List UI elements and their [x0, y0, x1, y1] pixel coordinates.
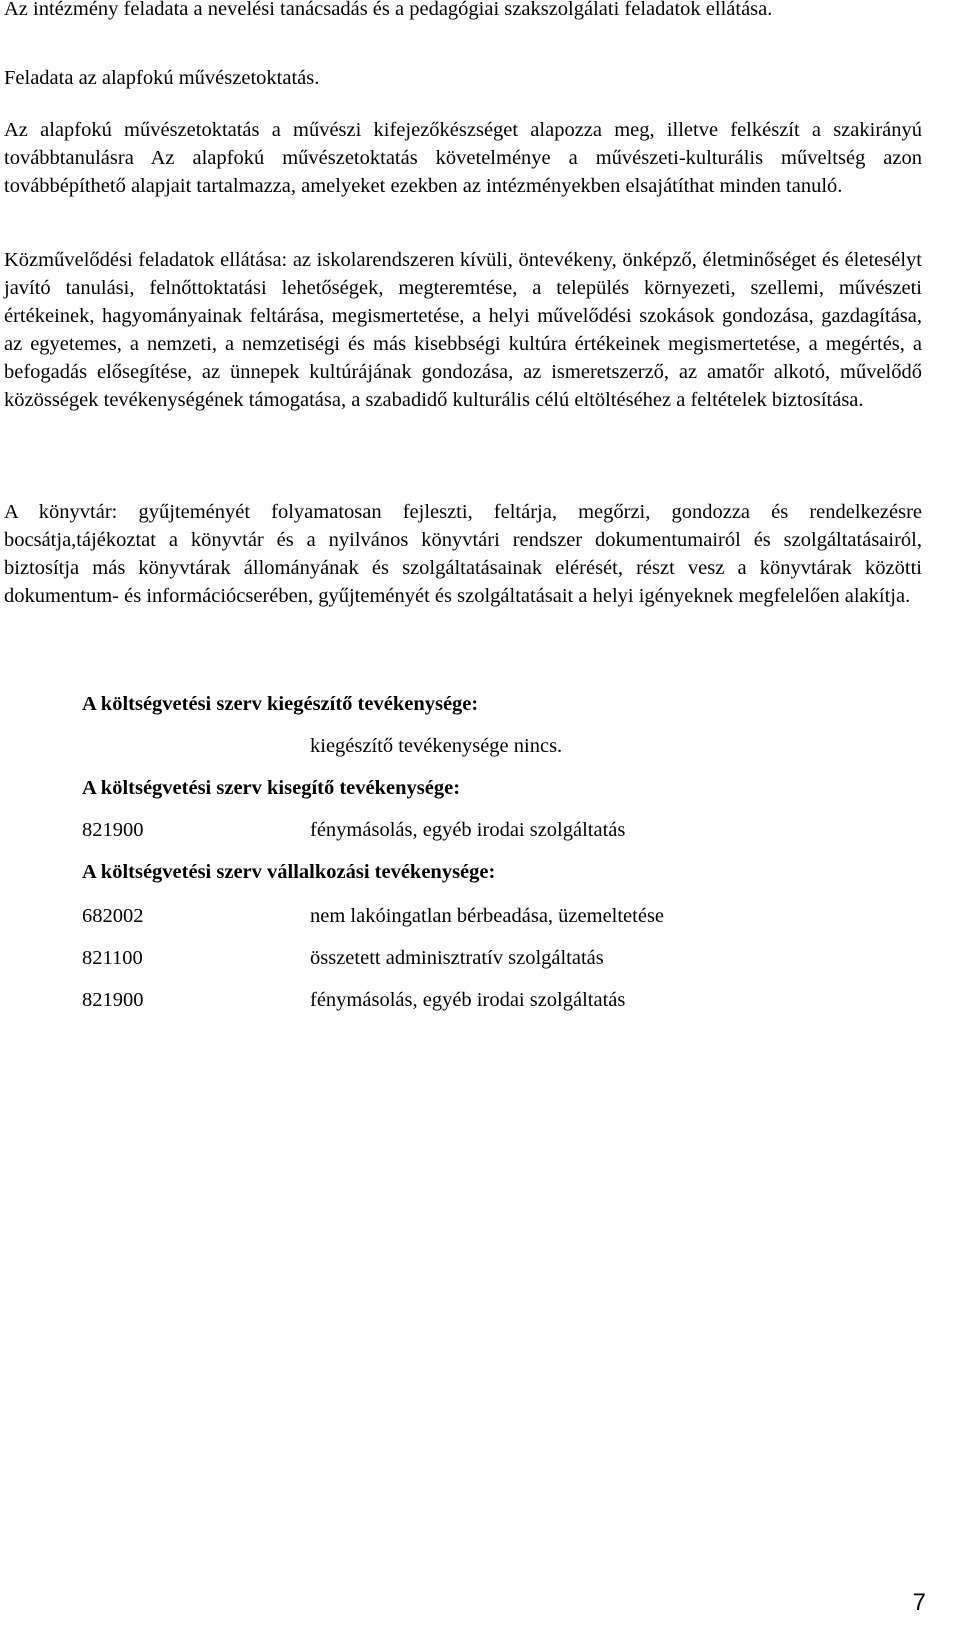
supplementary-activity-text: kiegészítő tevékenysége nincs. — [310, 735, 563, 757]
activity-code: 821100 — [82, 947, 143, 969]
activity-description: fénymásolás, egyéb irodai szolgáltatás — [310, 989, 626, 1011]
activity-code: 682002 — [82, 905, 144, 927]
activity-description: összetett adminisztratív szolgáltatás — [310, 947, 604, 969]
paragraph-institution-task: Az intézmény feladata a nevelési tanácsadás és a pedagógiai szakszolgálati feladatok ellátása. — [4, 0, 773, 20]
activity-description: fénymásolás, egyéb irodai szolgáltatás — [310, 819, 626, 841]
business-activity-row — [82, 902, 842, 930]
paragraph-art-education-description: Az alapfokú művészetoktatás a művészi kifejezőkészséget alapozza meg, illetve felkészít a szakirányú továbbtanulásra Az alapfokú művészetoktatás követelménye a művészeti-kulturális műveltség azon továbbépíthető alapjait tartalmazza, amelyeket ezekben az intézményekben elsajátíthat minden tanuló. — [4, 119, 922, 197]
auxiliary-activity-heading: A költségvetési szerv kisegítő tevékenysége: — [82, 777, 461, 799]
paragraph-public-education: Közművelődési feladatok ellátása: az iskolarendszeren kívüli, öntevékeny, önképző, életminőséget és életesélyt javító tanulási, felnőttoktatási lehetőségek, megteremtése, a település környezeti, szellemi, művészeti értékeinek, hagyományainak feltárása, megismertetése, a helyi művelődési szokások gondozása, gazdagítása, az egyetemes, a nemzeti, a nemzetiségi és más kisebbségi kultúra értékeinek megismertetése, a megértés, a befogadás elősegítése, az ünnepek kultúrájának gondozása, az ismeretszerző, az amatőr alkotó, művelődő közösségek tevékenységének támogatása, a szabadidő kulturális célú eltöltéséhez a feltételek biztosítása. — [4, 249, 922, 411]
activity-description: nem lakóingatlan bérbeadása, üzemeltetése — [310, 905, 665, 927]
business-activity-row — [82, 944, 842, 972]
page-number: 7 — [912, 1589, 926, 1616]
paragraph-art-education-task: Feladata az alapfokú művészetoktatás. — [4, 67, 320, 89]
activity-code: 821900 — [82, 989, 144, 1011]
auxiliary-activity-row — [82, 816, 842, 844]
supplementary-activity-heading: A költségvetési szerv kiegészítő tevékenysége: — [82, 693, 479, 715]
business-activity-heading: A költségvetési szerv vállalkozási tevékenysége: — [82, 861, 496, 883]
activity-code: 821900 — [82, 819, 144, 841]
paragraph-library: A könyvtár: gyűjteményét folyamatosan fejleszti, feltárja, megőrzi, gondozza és rendelkezésre bocsátja,tájékoztat a könyvtár és a nyilvános könyvtári rendszer dokumentumairól és szolgáltatásairól, biztosítja más könyvtárak állományának és szolgáltatásainak elérését, részt vesz a könyvtárak közötti dokumentum- és információcserében, gyűjteményét és szolgáltatásait a helyi igényeknek megfelelően alakítja. — [4, 501, 922, 607]
business-activity-row — [82, 986, 842, 1014]
